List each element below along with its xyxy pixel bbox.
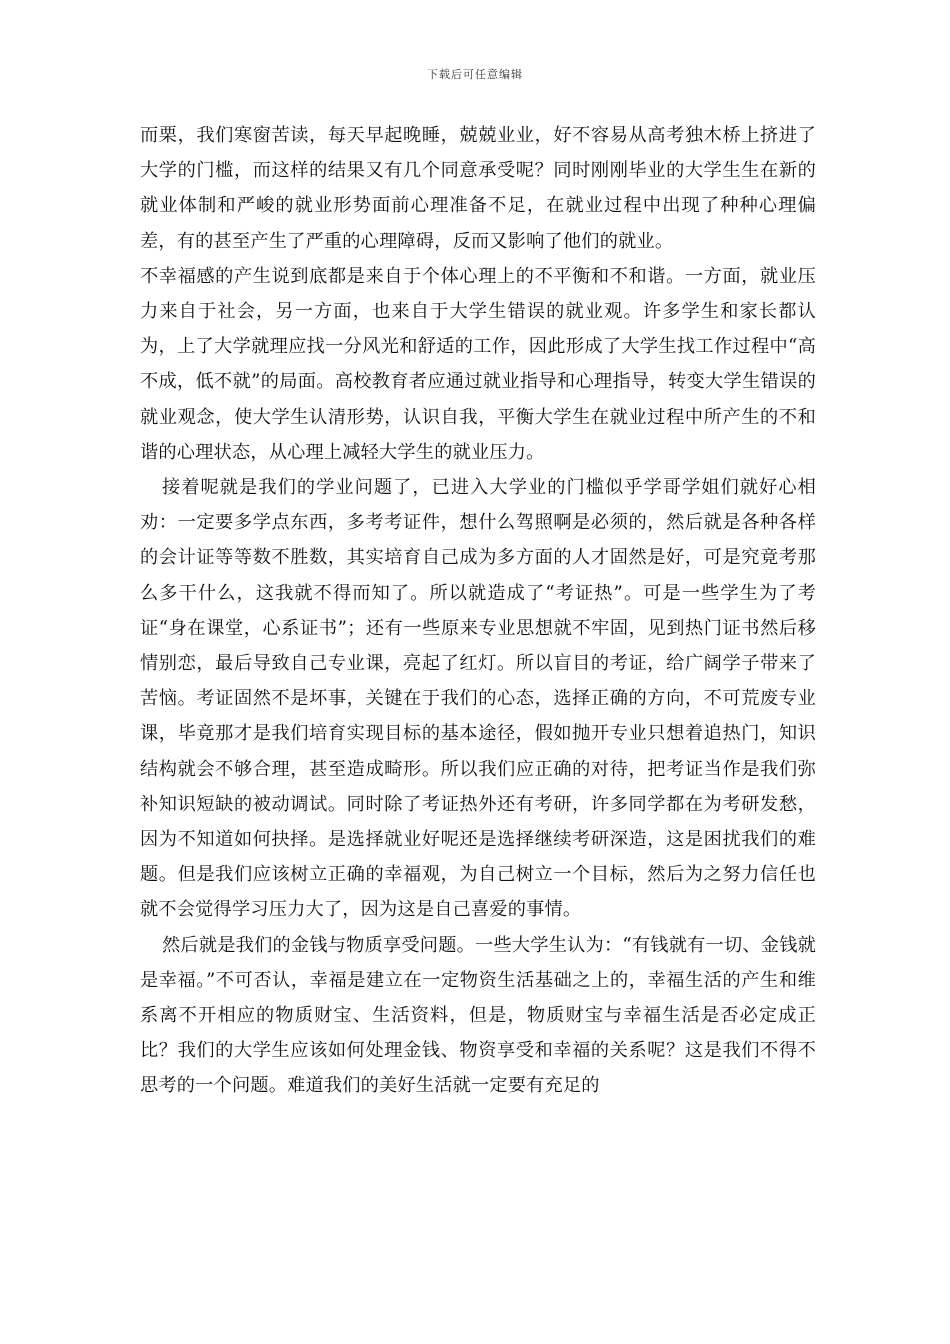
- paragraph-1: 而栗，我们寒窗苦读，每天早起晚睡，兢兢业业，好不容易从高考独木桥上挤进了大学的门槛，而这样的结果又有几个同意承受呢？同时刚刚毕业的大学生生在新的就业体制和严峻的就业形势面前心理准备不足，在就业过程中出现了种种心理偏差，有的甚至产生了严重的心理障碍，反而又影响了他们的就业。: [140, 125, 816, 252]
- body-text: [140, 118, 816, 1104]
- paragraph-3: 接着呢就是我们的学业问题了，已进入大学业的门槛似乎学哥学姐们就好心相劝：一定要多学点东西，多考考证件，想什么驾照啊是必须的，然后就是各种各样的会计证等等数不胜数，其实培育自己成为多方面的人才固然是好，可是究竟考那么多干什么，这我就不得而知了。所以就造成了“考证热”。可是一些学生为了考证“身在课堂，心系证书”；还有一些原来专业思想就不牢固，见到热门证书然后移情别恋，最后导致自己专业课，亮起了红灯。所以盲目的考证，给广阔学子带来了苦恼。考证固然不是坏事，关键在于我们的心态，选择正确的方向，不可荒废专业课，毕竟那才是我们培育实现目标的基本途径，假如抛开专业只想着追热门，知识结构就会不够合理，甚至造成畸形。所以我们应正确的对待，把考证当作是我们弥补知识短缺的被动调试。同时除了考证热外还有考研，许多同学都在为考研发愁，因为不知道如何抉择。是选择就业好呢还是选择继续考研深造，这是困扰我们的难题。但是我们应该树立正确的幸福观，为自己树立一个目标，然后为之努力信任也就不会觉得学习压力大了，因为这是自己喜爱的事情。: [140, 477, 816, 921]
- paragraph-4: 然后就是我们的金钱与物质享受问题。一些大学生认为：“有钱就有一切、金钱就是幸福。”不可否认，幸福是建立在一定物资生活基础之上的，幸福生活的产生和维系离不开相应的物质财宝、生活资料，但是，物质财宝与幸福生活是否必定成正比？我们的大学生应该如何处理金钱、物资享受和幸福的关系呢？这是我们不得不思考的一个问题。难道我们的美好生活就一定要有充足的: [140, 934, 816, 1097]
- page-header: 下载后可任意编辑: [427, 68, 523, 81]
- paragraph-2: 不幸福感的产生说到底都是来自于个体心理上的不平衡和不和谐。一方面，就业压力来自于社会，另一方面，也来自于大学生错误的就业观。许多学生和家长都认为，上了大学就理应找一分风光和舒适的工作，因此形成了大学生找工作过程中“高不成，低不就”的局面。高校教育者应通过就业指导和心理指导，转变大学生错误的就业观念，使大学生认清形势，认识自我，平衡大学生在就业过程中所产生的不和谐的心理状态，从心理上减轻大学生的就业压力。: [140, 265, 816, 463]
